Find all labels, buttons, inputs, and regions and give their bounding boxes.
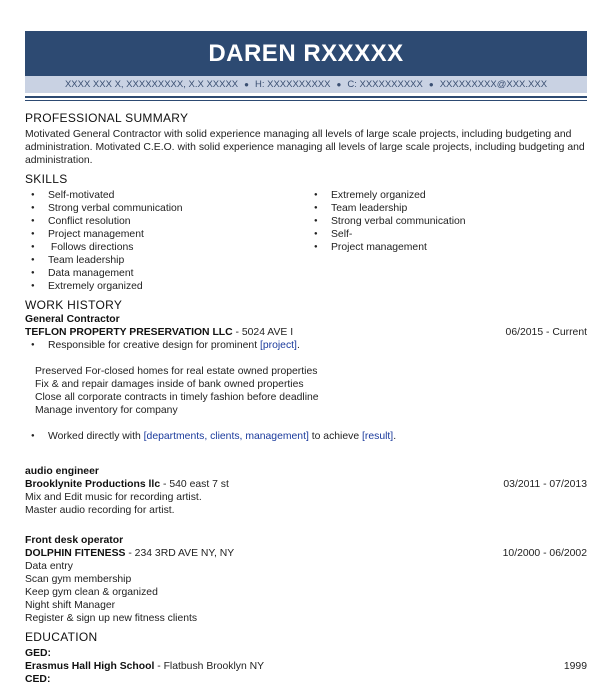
job-detail-line: Fix & and repair damages inside of bank owned properties [35,379,304,390]
skills-column-2 [308,189,568,293]
separator-dot-icon: ● [244,80,249,89]
job-dates: 06/2015 - Current [505,327,587,338]
skill-item: ● Project management [25,228,308,241]
spacer [25,517,587,534]
degree-name: GED: [25,648,51,659]
company-location: - 234 3RD AVE NY, NY [125,548,235,559]
job-title: audio engineer [25,466,99,477]
skill-item: ● Project management [308,241,568,254]
contact-address: XXXX XXX X, XXXXXXXXX, X.X XXXXX [64,79,239,90]
skill-item: ● Team leadership [25,254,308,267]
contact-band [25,76,587,93]
skill-item: ● Data management [25,267,308,280]
candidate-name: DAREN RXXXXX [208,39,404,67]
header-divider [25,96,587,98]
job-company-line [25,326,587,339]
separator-dot-icon: ● [336,80,342,89]
job-detail-line: Mix and Edit music for recording artist. [25,492,202,503]
job-entry [25,465,587,517]
contact-cell-phone: C: XXXXXXXXXX [347,79,423,90]
job-detail-line: Register & sign up new fitness clients [25,613,198,624]
job-dates: 10/2000 - 06/2002 [502,548,587,559]
skill-item: ● Self-motivated [25,189,308,202]
school-name: Erasmus Hall High School [25,661,155,672]
work-history-heading: WORK HISTORY [25,298,123,312]
job-title: Front desk operator [25,535,124,546]
school-line [25,660,587,673]
contact-home-phone: H: XXXXXXXXXX [254,79,331,90]
skills-column-1 [25,189,308,293]
spacer [25,417,587,430]
skill-item: ● Team leadership [308,202,568,215]
contact-email[interactable]: XXXXXXXXX@XXX.XXX [439,79,548,90]
job-dates: 03/2011 - 07/2013 [503,479,587,490]
bullet-text: Responsible for creative design for prominent [48,340,260,351]
spacer [25,443,587,461]
job-detail-line: Close all corporate contracts in timely fashion before deadline [35,392,319,403]
skill-item: ● Strong verbal communication [25,202,308,215]
bullet-text: to achieve [308,431,362,442]
company-name: Brooklynite Productions llc [25,479,161,490]
job-entry [25,534,587,625]
header-band [25,31,587,76]
placeholder-link[interactable]: [project] [259,340,297,351]
company-name: DOLPHIN FITENESS [25,548,126,559]
graduation-year: 1999 [563,661,587,672]
job-detail-line: Night shift Manager [25,600,116,611]
summary-heading: PROFESSIONAL SUMMARY [25,111,189,125]
job-entry [25,313,587,443]
company-location: - 540 east 7 st [160,479,229,490]
bullet-text: Worked directly with [48,431,144,442]
job-detail-line: Manage inventory for company [35,405,178,416]
job-detail-line: Keep gym clean & organized [25,587,158,598]
separator-dot-icon: ● [428,80,434,89]
spacer [25,352,587,365]
skills-heading: SKILLS [25,172,68,186]
company-name: TEFLON PROPERTY PRESERVATION LLC [25,327,233,338]
job-detail-line: Preserved For-closed homes for real estate owned properties [35,366,318,377]
job-bullet [25,339,587,352]
job-bullet [25,430,587,443]
job-detail-line: Scan gym membership [25,574,132,585]
bullet-text: . [393,431,397,442]
education-heading: EDUCATION [25,630,98,644]
skill-item: ● Follows directions [25,241,308,254]
skill-item: ● Extremely organized [308,189,568,202]
job-detail-line: Data entry [25,561,73,572]
job-detail-line: Master audio recording for artist. [25,505,175,516]
job-company-line [25,547,587,560]
placeholder-link[interactable]: [result] [362,431,394,442]
skills-list [25,189,587,293]
skill-item: ● Conflict resolution [25,215,308,228]
company-location: - 5024 AVE I [232,327,294,338]
job-title: General Contractor [25,314,120,325]
skill-item: ● Strong verbal communication [308,215,568,228]
header-divider-thin [25,100,587,101]
skill-item: ● Self- [308,228,568,241]
job-company-line [25,478,587,491]
placeholder-link[interactable]: [departments, clients, management] [143,431,309,442]
bullet-text: . [296,340,300,351]
skill-item: ● Extremely organized [25,280,308,293]
resume-content [25,110,587,686]
degree-name: CED: [25,674,51,685]
school-location: - Flatbush Brooklyn NY [154,661,265,672]
summary-text: Motivated General Contractor with solid experience managing all levels of large scale projects, including budgeting and administration. Motivated C.E.O. with solid experience managing all levels of large scale projects, including budgeting and administration. [25,129,585,166]
